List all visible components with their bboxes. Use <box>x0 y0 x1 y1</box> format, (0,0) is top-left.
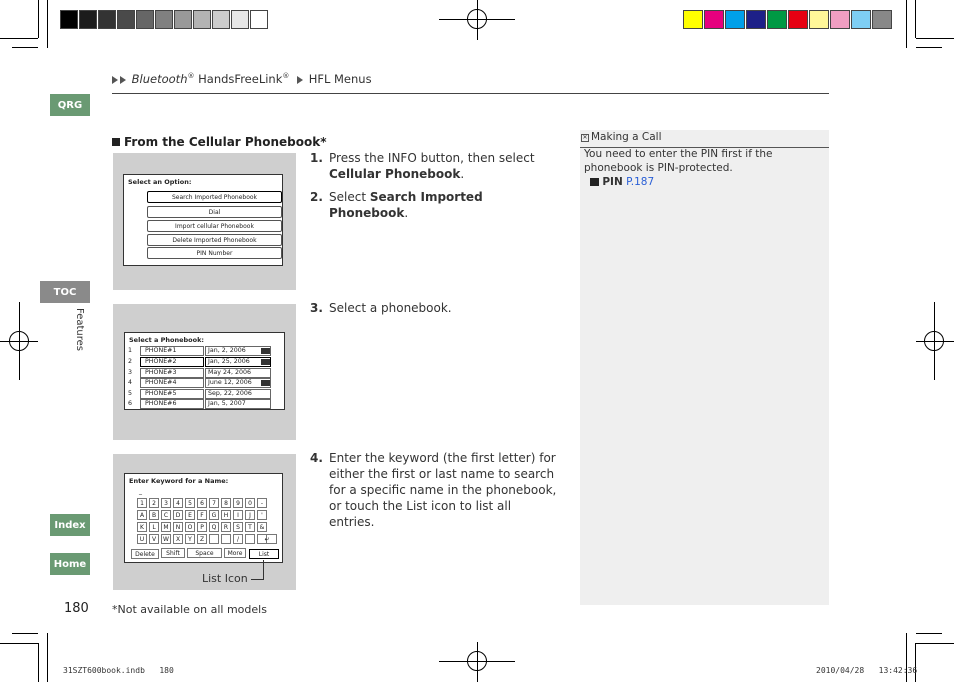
option-dial[interactable]: Dial <box>147 206 282 218</box>
step-2: 2. Select Search Imported Phonebook. <box>310 190 483 220</box>
keyboard-key[interactable]: 7 <box>209 498 219 508</box>
keyboard-key[interactable]: K <box>137 522 147 532</box>
section-title-text: From the Cellular Phonebook* <box>124 135 327 149</box>
crop-mark <box>0 643 38 644</box>
note-icon: ✕ <box>582 134 588 141</box>
phonebook-screen-title: Select a Phonebook: <box>129 336 204 344</box>
keyboard-key[interactable]: G <box>209 510 219 520</box>
crop-mark <box>916 38 954 39</box>
index-tab[interactable]: Index <box>50 514 90 536</box>
crop-mark <box>38 0 39 38</box>
list-icon-callout: List Icon <box>202 572 248 585</box>
keyboard-key[interactable]: 1 <box>137 498 147 508</box>
keyboard-key[interactable]: C <box>161 510 171 520</box>
color-swatch <box>683 10 703 29</box>
home-tab[interactable]: Home <box>50 553 90 575</box>
breadcrumb <box>112 72 372 86</box>
keyboard-key[interactable]: E <box>185 510 195 520</box>
color-swatch <box>830 10 850 29</box>
keyword-input-cursor[interactable]: _ <box>139 488 142 495</box>
option-screen-title: Select an Option: <box>128 178 192 186</box>
gray-swatch <box>117 10 135 29</box>
screen-panel-phonebooks <box>113 304 296 440</box>
keyboard-key[interactable]: - <box>257 498 267 508</box>
color-swatch <box>851 10 871 29</box>
callout-line <box>263 560 264 580</box>
sidebar-note <box>580 130 829 605</box>
breadcrumb-arrow-icon <box>112 76 118 84</box>
keyboard-key[interactable]: J <box>245 510 255 520</box>
color-swatch <box>746 10 766 29</box>
crop-mark <box>47 633 48 682</box>
keyboard-key[interactable]: P <box>197 522 207 532</box>
breadcrumb-hfl-menus[interactable]: HFL Menus <box>308 72 372 86</box>
section-title <box>112 135 327 149</box>
keyboard-key[interactable]: L <box>149 522 159 532</box>
sidebar-body-text: You need to enter the PIN first if the phonebook is PIN-protected. <box>584 148 773 174</box>
registered-mark: ® <box>187 72 195 81</box>
enter-key[interactable]: ↵ <box>257 534 277 544</box>
keyboard-key[interactable]: H <box>221 510 231 520</box>
keyboard-key[interactable]: A <box>137 510 147 520</box>
crop-mark <box>12 633 38 634</box>
keyboard-key[interactable]: N <box>173 522 183 532</box>
keyboard-key[interactable]: 5 <box>185 498 195 508</box>
footnote: *Not available on all models <box>112 603 267 616</box>
option-delete-imported[interactable]: Delete Imported Phonebook <box>147 234 282 246</box>
keyboard-key[interactable]: B <box>149 510 159 520</box>
keyboard-key[interactable]: 6 <box>197 498 207 508</box>
crop-mark <box>906 0 907 48</box>
crop-mark <box>916 633 942 634</box>
phone-icon <box>261 359 270 365</box>
sidebar-heading-text: Making a Call <box>591 131 662 143</box>
square-bullet-icon <box>112 138 120 146</box>
keyboard-key[interactable]: 8 <box>221 498 231 508</box>
pin-reference[interactable] <box>584 176 654 188</box>
keyboard-key[interactable]: 9 <box>233 498 243 508</box>
gray-swatch <box>193 10 211 29</box>
breadcrumb-handsfreelink[interactable]: HandsFreeLink <box>194 72 283 86</box>
crop-mark <box>12 47 38 48</box>
more-key[interactable]: More <box>224 548 246 558</box>
keyboard-key[interactable]: 2 <box>149 498 159 508</box>
keyboard-key[interactable]: D <box>173 510 183 520</box>
option-import-phonebook[interactable]: Import cellular Phonebook <box>147 220 282 232</box>
breadcrumb-arrow-icon <box>297 76 303 84</box>
pin-reference-label: PIN <box>602 176 623 188</box>
gray-swatch <box>60 10 78 29</box>
gray-swatch <box>174 10 192 29</box>
phone-icon <box>261 380 270 386</box>
list-icon-button[interactable]: List <box>249 549 279 559</box>
keyboard-key[interactable]: Q <box>209 522 219 532</box>
crop-mark <box>38 643 39 682</box>
screen-panel-keyword <box>113 454 296 590</box>
phonebook-screen <box>124 332 285 410</box>
keyboard-key[interactable]: W <box>161 534 171 544</box>
delete-key[interactable]: Delete <box>131 549 159 559</box>
crop-mark <box>47 0 48 48</box>
screen-panel-options <box>113 153 296 290</box>
qrg-tab[interactable]: QRG <box>50 94 90 116</box>
callout-line <box>251 579 263 580</box>
slug-timestamp: 2010/04/28 13:42:36 <box>816 666 918 675</box>
toc-tab[interactable]: TOC <box>40 281 90 303</box>
crop-mark <box>916 47 942 48</box>
gray-swatch <box>155 10 173 29</box>
keyboard-key[interactable]: Z <box>197 534 207 544</box>
breadcrumb-arrow-icon <box>120 76 126 84</box>
keyboard-key[interactable]: Y <box>185 534 195 544</box>
keyboard-key[interactable]: O <box>185 522 195 532</box>
keyboard-key[interactable]: T <box>245 522 255 532</box>
color-swatch <box>872 10 892 29</box>
crop-mark <box>0 38 38 39</box>
crop-mark <box>915 0 916 38</box>
sidebar-body <box>584 147 825 189</box>
keyboard-key[interactable]: ' <box>257 510 267 520</box>
option-screen <box>123 174 283 266</box>
gray-swatch <box>231 10 249 29</box>
crop-mark <box>916 643 954 644</box>
gray-swatch <box>212 10 230 29</box>
keyboard-key[interactable]: V <box>149 534 159 544</box>
keyboard-key[interactable]: X <box>173 534 183 544</box>
keyboard-key[interactable]: & <box>257 522 267 532</box>
phonebook-row[interactable]: 2 PHONE#2 Jan, 25, 2006 <box>128 357 281 367</box>
color-swatch <box>704 10 724 29</box>
chapter-label: Features <box>74 308 85 351</box>
reference-arrow-icon <box>590 178 599 186</box>
phonebook-row[interactable]: 4 PHONE#4 June 12, 2006 <box>128 378 281 388</box>
keyboard-key[interactable]: I <box>233 510 243 520</box>
shift-key[interactable]: Shift <box>161 548 185 558</box>
space-key[interactable]: Space <box>187 548 222 558</box>
keyboard-key[interactable] <box>221 534 231 544</box>
keyboard-key[interactable] <box>245 534 255 544</box>
phonebook-row[interactable]: 1 PHONE#1 Jan, 2, 2006 <box>128 346 281 356</box>
keyboard-key[interactable]: 4 <box>173 498 183 508</box>
gray-swatch <box>250 10 268 29</box>
sidebar-heading <box>580 130 829 148</box>
header-rule <box>112 93 829 94</box>
color-swatch <box>809 10 829 29</box>
keyboard-key[interactable]: F <box>197 510 207 520</box>
keyboard-key[interactable]: R <box>221 522 231 532</box>
keyboard-key[interactable]: M <box>161 522 171 532</box>
keyboard-key[interactable] <box>209 534 219 544</box>
registered-mark: ® <box>282 72 290 81</box>
step-4: 4. Enter the keyword (the first letter) for either the first or last name to search for a specific name in the phonebook, or touch the List icon to list all entries. <box>310 451 557 529</box>
gray-swatch <box>136 10 154 29</box>
keyboard-key[interactable]: 0 <box>245 498 255 508</box>
option-search-imported[interactable]: Search Imported Phonebook <box>147 191 282 203</box>
phone-icon <box>261 348 270 354</box>
keyboard-key[interactable]: / <box>233 534 243 544</box>
keyword-screen <box>124 473 283 563</box>
step-1: 1. Press the INFO button, then select Cellular Phonebook. <box>310 151 535 181</box>
page-number: 180 <box>64 601 89 616</box>
phonebook-row[interactable]: 5 PHONE#5 Sep, 22, 2006 <box>128 389 281 399</box>
keyboard-key[interactable]: S <box>233 522 243 532</box>
color-swatch <box>725 10 745 29</box>
phonebook-row[interactable]: 6 PHONE#6 Jan, 5, 2007 <box>128 399 281 409</box>
slug-file: 31SZT600book.indb 180 <box>63 666 174 675</box>
pin-reference-link[interactable]: P.187 <box>626 176 655 188</box>
keyword-screen-title: Enter Keyword for a Name: <box>129 477 229 485</box>
crop-mark <box>915 643 916 682</box>
step-3: 3. Select a phonebook. <box>310 301 452 315</box>
phonebook-row[interactable]: 3 PHONE#3 May 24, 2006 <box>128 368 281 378</box>
breadcrumb-bluetooth[interactable]: Bluetooth <box>131 72 188 86</box>
gray-swatch <box>79 10 97 29</box>
color-swatch <box>788 10 808 29</box>
keyboard-key[interactable]: 3 <box>161 498 171 508</box>
option-pin-number[interactable]: PIN Number <box>147 247 282 259</box>
keyboard-key[interactable]: U <box>137 534 147 544</box>
gray-swatch <box>98 10 116 29</box>
color-swatch <box>767 10 787 29</box>
